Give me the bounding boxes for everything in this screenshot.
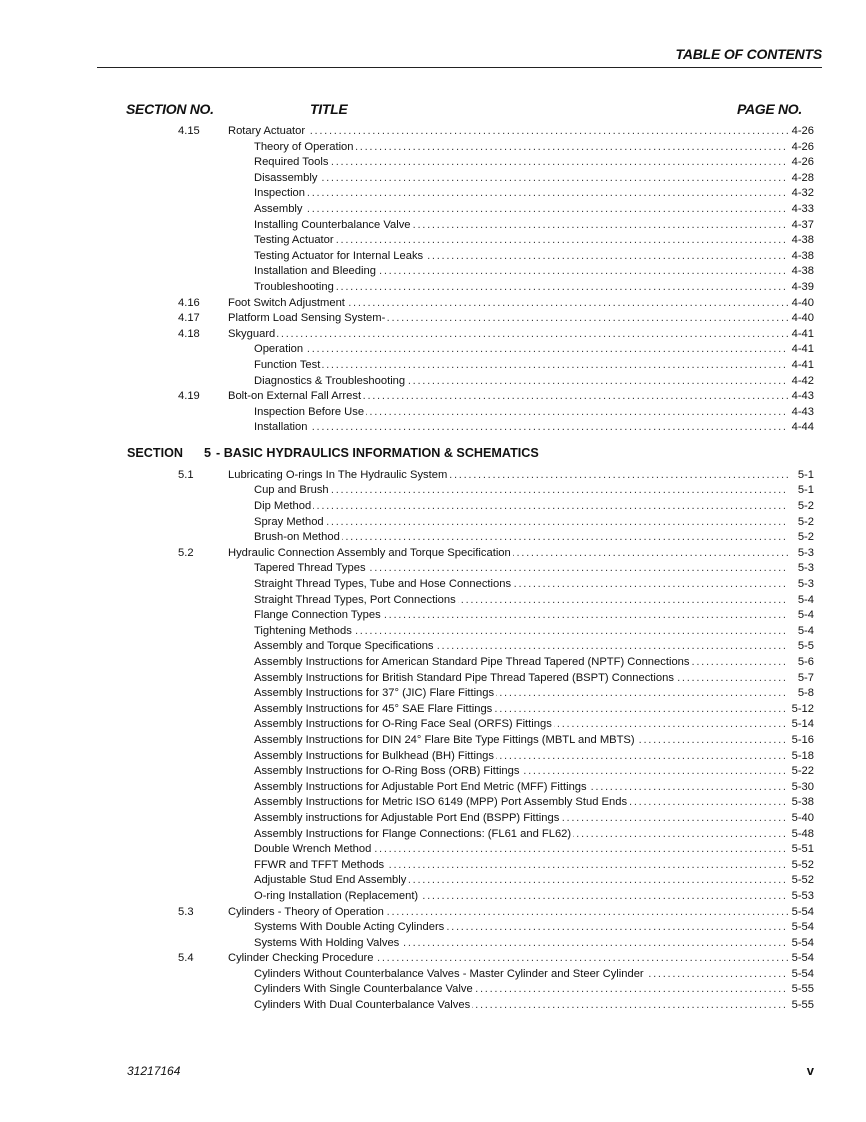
- toc-entry-title: Assembly Instructions for DIN 24° Flare Bite Type Fittings (MBTL and MBTS): [254, 733, 635, 746]
- toc-entry-title-leader: [254, 655, 788, 671]
- toc-entry-title-leader: [254, 515, 788, 531]
- toc-entry-number: 4.15: [178, 125, 200, 137]
- toc-entry-title-leader: [254, 889, 788, 905]
- toc-entry-page: 5-22: [788, 764, 814, 780]
- toc-entry-title-leader: [254, 499, 788, 515]
- toc-entry[interactable]: [0, 405, 866, 421]
- toc-entry[interactable]: [0, 982, 866, 998]
- toc-entry[interactable]: [0, 593, 866, 609]
- toc-entry-page: 5-12: [788, 702, 814, 718]
- toc-entry[interactable]: [0, 608, 866, 624]
- toc-entry-page: 5-38: [788, 795, 814, 811]
- section-5-entries: [0, 468, 866, 1014]
- toc-entry-page: 4-28: [788, 171, 814, 187]
- toc-entry-page: 5-8: [788, 686, 814, 702]
- toc-entry-page: 4-38: [788, 233, 814, 249]
- page-number: v: [806, 1063, 814, 1078]
- toc-entry-page: 5-4: [788, 608, 814, 624]
- toc-entry-title-leader: [254, 233, 788, 249]
- toc-entry[interactable]: [0, 280, 866, 296]
- toc-entry-title: Systems With Double Acting Cylinders: [254, 921, 445, 934]
- toc-entry-page: 5-6: [788, 655, 814, 671]
- toc-entry-title: Bolt-on External Fall Arrest: [228, 390, 362, 403]
- toc-entry-title-leader: [228, 905, 788, 921]
- toc-entry[interactable]: [0, 499, 866, 515]
- toc-entry[interactable]: [0, 233, 866, 249]
- toc-entry[interactable]: [0, 561, 866, 577]
- toc-entry-title-leader: [254, 561, 788, 577]
- toc-entry-page: 4-43: [788, 389, 814, 405]
- toc-entry-title: Assembly Instructions for O-Ring Boss (ORB) Fittings: [254, 765, 520, 778]
- toc-entry-page: 5-54: [788, 936, 814, 952]
- toc-entry-title-leader: [254, 593, 788, 609]
- toc-entry[interactable]: [0, 327, 866, 343]
- toc-entry-title: Brush-on Method: [254, 531, 340, 544]
- toc-entry-number: 4.17: [178, 312, 200, 325]
- toc-entry-title: Assembly Instructions for Adjustable Port End Metric (MFF) Fittings: [254, 780, 587, 793]
- toc-entry-page: 5-55: [788, 998, 814, 1014]
- toc-entry[interactable]: [0, 530, 866, 546]
- toc-entry[interactable]: [0, 515, 866, 531]
- toc-entry[interactable]: [0, 967, 866, 983]
- toc-entry-page: 5-52: [788, 873, 814, 889]
- toc-entry-title-leader: [228, 546, 788, 562]
- toc-entry-title: Installation and Bleeding: [254, 265, 376, 278]
- toc-entry[interactable]: [0, 998, 866, 1014]
- toc-entry[interactable]: [0, 311, 866, 327]
- toc-entry[interactable]: [0, 186, 866, 202]
- toc-entry-page: 5-52: [788, 858, 814, 874]
- toc-entry[interactable]: [0, 717, 866, 733]
- toc-entry-title: Installing Counterbalance Valve: [254, 218, 411, 231]
- toc-entry-title: Assembly Instructions for Flange Connections: (FL61 and FL62): [254, 827, 572, 840]
- toc-entry-page: 4-37: [788, 218, 814, 234]
- toc-entry-title-leader: [254, 827, 788, 843]
- toc-entry-title-leader: [228, 468, 788, 484]
- toc-entry[interactable]: [0, 249, 866, 265]
- toc-entry-title-leader: [228, 327, 788, 343]
- toc-entry[interactable]: [0, 811, 866, 827]
- toc-entry[interactable]: [0, 374, 866, 390]
- toc-entry-title-leader: [254, 530, 788, 546]
- toc-entry-title-leader: [254, 264, 788, 280]
- toc-entry-page: 4-39: [788, 280, 814, 296]
- toc-entry[interactable]: [0, 905, 866, 921]
- toc-entry[interactable]: [0, 889, 866, 905]
- toc-entry-title-leader: [228, 951, 788, 967]
- toc-entry-title-leader: [254, 624, 788, 640]
- toc-entry-title: Assembly Instructions for O-Ring Face Seal (ORFS) Fittings: [254, 718, 552, 731]
- toc-entry-page: 5-3: [788, 561, 814, 577]
- toc-entry-title-leader: [254, 140, 788, 156]
- toc-entry-title: Adjustable Stud End Assembly: [254, 874, 407, 887]
- toc-entry[interactable]: [0, 655, 866, 671]
- toc-entry-title: Tapered Thread Types: [254, 562, 366, 575]
- toc-entry-title-leader: [254, 764, 788, 780]
- toc-entry-title-leader: [254, 249, 788, 265]
- section-5-heading[interactable]: [0, 436, 866, 468]
- toc-entry[interactable]: [0, 686, 866, 702]
- toc-entry-page: 4-44: [788, 420, 814, 436]
- toc-entry-title-leader: [228, 389, 788, 405]
- toc-entry-number: 4.18: [178, 327, 200, 340]
- toc-entry-page: 5-54: [788, 951, 814, 967]
- toc-entry-title-leader: [254, 873, 788, 889]
- toc-entry-page: 5-4: [788, 624, 814, 640]
- toc-entry[interactable]: [0, 951, 866, 967]
- toc-entry-title: O-ring Installation (Replacement): [254, 889, 419, 902]
- toc-entry-title-leader: [254, 936, 788, 952]
- column-headers: [0, 101, 866, 119]
- toc-entry[interactable]: [0, 764, 866, 780]
- column-header-section: SECTION NO.: [126, 101, 214, 117]
- toc-entry-page: 5-16: [788, 733, 814, 749]
- toc-entry-title: Double Wrench Method: [254, 843, 372, 856]
- toc-entry-page: 4-38: [788, 264, 814, 280]
- toc-entry-title: Assembly Instructions for 37° (JIC) Flare Fittings: [254, 687, 495, 700]
- toc-entry-page: 4-41: [788, 342, 814, 358]
- toc-entry-page: 5-55: [788, 982, 814, 998]
- toc-entry-title: Straight Thread Types, Tube and Hose Connections: [254, 578, 512, 591]
- toc-entry-page: 5-3: [788, 546, 814, 562]
- toc-entry-title: Cup and Brush: [254, 484, 329, 497]
- toc-entry-title-leader: [254, 608, 788, 624]
- toc-entry[interactable]: [0, 733, 866, 749]
- toc-entry-title: Tightening Methods: [254, 624, 352, 637]
- toc-entry-title: Cylinders With Dual Counterbalance Valves: [254, 999, 471, 1012]
- toc-entry-title: Lubricating O-rings In The Hydraulic System: [228, 468, 448, 481]
- toc-entry[interactable]: [0, 124, 866, 140]
- toc-entry[interactable]: [0, 858, 866, 874]
- toc-entry-title-leader: [254, 202, 788, 218]
- toc-entry-page: 5-3: [788, 577, 814, 593]
- toc-entry-title-leader: [254, 749, 788, 765]
- toc-entry-number: 5.2: [178, 546, 194, 559]
- toc-entry[interactable]: [0, 389, 866, 405]
- toc-entry-page: 4-40: [788, 311, 814, 327]
- toc-entry-title-leader: [228, 124, 788, 140]
- toc-entry-title: Platform Load Sensing System-: [228, 312, 386, 325]
- toc-entry[interactable]: [0, 749, 866, 765]
- toc-entry-page: 5-54: [788, 920, 814, 936]
- toc-entry-title: Required Tools: [254, 156, 329, 169]
- section-5-title: - BASIC HYDRAULICS INFORMATION & SCHEMATICS: [216, 445, 539, 460]
- toc-entry-title: Operation: [254, 343, 304, 356]
- toc-entry-title: Diagnostics & Troubleshooting: [254, 374, 406, 387]
- toc-entry[interactable]: [0, 264, 866, 280]
- toc-entry-title: Inspection Before Use: [254, 405, 365, 418]
- toc-entry-page: 4-43: [788, 405, 814, 421]
- toc-entry-title-leader: [254, 218, 788, 234]
- toc-entry-title: Cylinders - Theory of Operation: [228, 905, 384, 918]
- toc-entry[interactable]: [0, 296, 866, 312]
- toc-entry[interactable]: [0, 624, 866, 640]
- document-number: 31217164: [127, 1064, 181, 1078]
- toc-entry-page: 4-40: [788, 296, 814, 312]
- toc-entry-title-leader: [254, 483, 788, 499]
- toc-entry[interactable]: [0, 546, 866, 562]
- toc-entry-number: 5.4: [178, 952, 194, 965]
- toc-entry-title: Assembly instructions for Adjustable Port End (BSPP) Fittings: [254, 811, 560, 824]
- toc-entry-page: 4-41: [788, 327, 814, 343]
- toc-entry-page: 5-2: [788, 515, 814, 531]
- toc-entry-title: Disassembly: [254, 171, 318, 184]
- toc-entry-page: 4-26: [788, 124, 814, 140]
- toc-entry-title: Spray Method: [254, 515, 324, 528]
- toc-entry[interactable]: [0, 780, 866, 796]
- toc-entry-page: 4-33: [788, 202, 814, 218]
- toc-entry-page: 4-32: [788, 186, 814, 202]
- toc-entry-title: FFWR and TFFT Methods: [254, 858, 385, 871]
- toc-entry[interactable]: [0, 873, 866, 889]
- toc-entry-title-leader: [254, 420, 788, 436]
- toc-entry[interactable]: [0, 827, 866, 843]
- toc-entry-number: 4.16: [178, 296, 200, 309]
- toc-entry-title: Cylinder Checking Procedure: [228, 952, 374, 965]
- toc-entry-page: 5-14: [788, 717, 814, 733]
- toc-entry-title-leader: [254, 280, 788, 296]
- toc-entry-title-leader: [254, 171, 788, 187]
- toc-entry[interactable]: [0, 639, 866, 655]
- toc-entry-title-leader: [254, 577, 788, 593]
- toc-entry-title: Flange Connection Types: [254, 609, 381, 622]
- toc-entry[interactable]: [0, 671, 866, 687]
- toc-entry-title: Hydraulic Connection Assembly and Torque Specification: [228, 546, 511, 559]
- toc-entry-page: 5-30: [788, 780, 814, 796]
- toc-entry-page: 4-26: [788, 155, 814, 171]
- toc-entry-title-leader: [254, 405, 788, 421]
- toc-entry-title: Systems With Holding Valves: [254, 936, 400, 949]
- toc-entry[interactable]: [0, 218, 866, 234]
- toc-entry-title: Theory of Operation: [254, 140, 354, 153]
- toc-entry[interactable]: [0, 483, 866, 499]
- section-4-entries: [0, 124, 866, 436]
- toc-entry-title: Inspection: [254, 187, 305, 200]
- toc-entry-title: Installation: [254, 421, 308, 434]
- toc-entry-title-leader: [228, 311, 788, 327]
- toc-entry-page: 5-2: [788, 499, 814, 515]
- toc-entry-title-leader: [254, 780, 788, 796]
- toc-entry[interactable]: [0, 702, 866, 718]
- toc-entry-title: Testing Actuator for Internal Leaks: [254, 249, 424, 262]
- toc-entry-page: 4-38: [788, 249, 814, 265]
- toc-entry-page: 5-54: [788, 905, 814, 921]
- toc-entry[interactable]: [0, 342, 866, 358]
- toc-entry[interactable]: [0, 920, 866, 936]
- toc-entry-title-leader: [254, 717, 788, 733]
- toc-entry[interactable]: [0, 358, 866, 374]
- toc-entry-title: Troubleshooting: [254, 280, 334, 293]
- toc-entry-title-leader: [254, 811, 788, 827]
- toc-entry-page: 5-1: [788, 483, 814, 499]
- toc-entry[interactable]: [0, 420, 866, 436]
- toc-entry-title-leader: [254, 858, 788, 874]
- toc-entry[interactable]: [0, 842, 866, 858]
- toc-entry-title: Straight Thread Types, Port Connections: [254, 593, 456, 606]
- toc-entry-page: 5-53: [788, 889, 814, 905]
- toc-entry-title-leader: [254, 374, 788, 390]
- toc-entry-title: Assembly and Torque Specifications: [254, 640, 434, 653]
- toc-entry[interactable]: [0, 936, 866, 952]
- toc-entry-title-leader: [254, 920, 788, 936]
- toc-entry-title-leader: [254, 795, 788, 811]
- toc-entry-title: Cylinders Without Counterbalance Valves - Master Cylinder and Steer Cylinder: [254, 967, 644, 980]
- toc-entry-title-leader: [254, 998, 788, 1014]
- toc-entry-title: Assembly Instructions for American Standard Pipe Thread Tapered (NPTF) Connections: [254, 656, 690, 668]
- toc-entry-page: 5-51: [788, 842, 814, 858]
- toc-entry-title-leader: [228, 296, 788, 312]
- toc-entry-title: Foot Switch Adjustment: [228, 296, 345, 309]
- toc-entry-title-leader: [254, 671, 788, 687]
- toc-entry-title: Assembly Instructions for Metric ISO 6149 (MPP) Port Assembly Stud Ends: [254, 796, 628, 809]
- toc-entry-title: Skyguard: [228, 327, 276, 340]
- toc-entry-title-leader: [254, 702, 788, 718]
- toc-entry-title-leader: [254, 842, 788, 858]
- toc-entry-page: 5-2: [788, 530, 814, 546]
- section-5-label: SECTION: [127, 445, 183, 460]
- column-header-page: PAGE NO.: [736, 101, 802, 117]
- toc-entry[interactable]: [0, 795, 866, 811]
- toc-entry-number: 4.19: [178, 390, 200, 403]
- toc-entry-number: 5.3: [178, 905, 194, 918]
- column-header-title: TITLE: [310, 101, 348, 117]
- toc-entry[interactable]: [0, 577, 866, 593]
- toc-entry-title-leader: [254, 982, 788, 998]
- toc-entry-title-leader: [254, 155, 788, 171]
- toc-entry-title-leader: [254, 686, 788, 702]
- toc-entry-title: Assembly Instructions for British Standard Pipe Thread Tapered (BSPT) Connections: [254, 671, 674, 684]
- table-of-contents: [0, 124, 866, 1014]
- toc-entry[interactable]: [0, 171, 866, 187]
- toc-entry-page: 5-5: [788, 639, 814, 655]
- toc-entry-title: Assembly: [254, 202, 303, 215]
- toc-entry-page: 5-1: [788, 468, 814, 484]
- toc-entry-page: 5-40: [788, 811, 814, 827]
- toc-entry-title: Assembly Instructions for 45° SAE Flare Fittings: [254, 702, 493, 715]
- toc-entry-title-leader: [254, 733, 788, 749]
- toc-entry-page: 4-41: [788, 358, 814, 374]
- toc-entry-title: Dip Method: [254, 500, 312, 513]
- toc-entry-page: 5-54: [788, 967, 814, 983]
- toc-entry-page: 5-48: [788, 827, 814, 843]
- header-divider: [97, 67, 822, 68]
- section-5-number: 5: [204, 445, 212, 460]
- toc-entry[interactable]: [0, 140, 866, 156]
- toc-entry-page: 5-4: [788, 593, 814, 609]
- toc-entry-title: Rotary Actuator: [228, 125, 306, 137]
- toc-entry[interactable]: [0, 155, 866, 171]
- page-header-title: TABLE OF CONTENTS: [675, 46, 822, 62]
- toc-entry-title-leader: [254, 358, 788, 374]
- toc-entry-title-leader: [254, 342, 788, 358]
- toc-entry-page: 5-7: [788, 671, 814, 687]
- toc-entry-title: Cylinders With Single Counterbalance Valve: [254, 983, 473, 996]
- toc-entry-number: 5.1: [178, 468, 194, 481]
- toc-entry-title-leader: [254, 967, 788, 983]
- toc-entry-title-leader: [254, 639, 788, 655]
- toc-entry-title: Testing Actuator: [254, 234, 334, 247]
- toc-entry[interactable]: [0, 202, 866, 218]
- toc-entry-page: 5-18: [788, 749, 814, 765]
- toc-entry-title: Function Test: [254, 358, 321, 371]
- toc-entry-page: 4-42: [788, 374, 814, 390]
- toc-entry[interactable]: [0, 468, 866, 484]
- toc-entry-title: Assembly Instructions for Bulkhead (BH) Fittings: [254, 749, 494, 762]
- toc-entry-title-leader: [254, 186, 788, 202]
- toc-entry-page: 4-26: [788, 140, 814, 156]
